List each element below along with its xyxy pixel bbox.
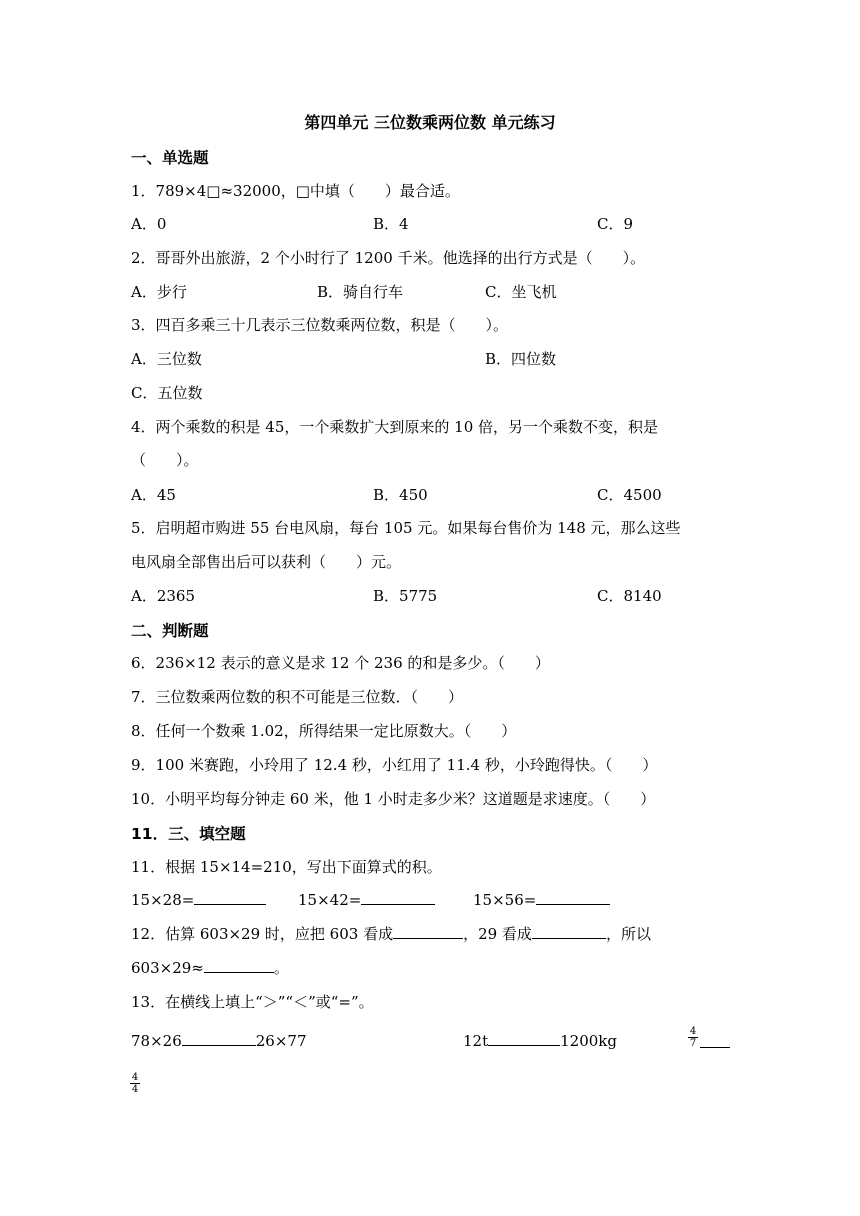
question-2-text: 2．哥哥外出旅游，2 个小时行了 1200 千米。他选择的出行方式是（ ）。 <box>131 249 646 267</box>
q11-answer-blank-2[interactable] <box>361 890 435 905</box>
q13-fraction-1-denominator: 7 <box>689 1038 697 1049</box>
q1-option-b: B．4 <box>373 215 409 233</box>
q12-answer-blank-2[interactable] <box>532 924 606 939</box>
q13-compare-1-right: 26×77 <box>255 1032 307 1050</box>
question-3-text: 3．四百多乘三十几表示三位数乘两位数，积是（ ）。 <box>131 316 509 334</box>
question-8-text: 8．任何一个数乘 1.02，所得结果一定比原数大。（ ） <box>131 722 517 740</box>
q2-option-b: B．骑自行车 <box>317 283 404 301</box>
q13-compare-2-left: 12t <box>463 1032 489 1050</box>
q11-answer-blank-3[interactable] <box>536 890 610 905</box>
q11-expression-3-label: 15×56= <box>473 891 537 909</box>
section-heading-single-choice: 一、单选题 <box>131 149 209 167</box>
q3-option-a: A．三位数 <box>131 350 202 368</box>
question-9-text: 9．100 米赛跑，小玲用了 12.4 秒，小红用了 11.4 秒，小玲跑得快。（ ） <box>131 756 658 774</box>
q11-expression-2-label: 15×42= <box>298 891 362 909</box>
q5-option-a: A．2365 <box>131 587 196 605</box>
question-13-text: 13．在横线上填上“＞”“＜”或“=”。 <box>131 993 374 1011</box>
q1-option-c: C．9 <box>597 215 634 233</box>
page-title: 第四单元 三位数乘两位数 单元练习 <box>304 113 556 132</box>
q11-expression-3 <box>473 890 610 909</box>
q13-answer-blank-3[interactable] <box>700 1033 730 1048</box>
q12-answer-blank-1[interactable] <box>393 924 463 939</box>
question-4-text-line1: 4．两个乘数的积是 45，一个乘数扩大到原来的 10 倍，另一个乘数不变，积是 <box>131 418 659 436</box>
q11-expression-1 <box>131 890 266 909</box>
q12-text-part3: ，所以 <box>605 925 651 943</box>
q13-answer-blank-2[interactable] <box>488 1031 560 1046</box>
q5-option-c: C．8140 <box>597 587 662 605</box>
q13-compare-1-left: 78×26 <box>131 1032 182 1050</box>
q13-answer-blank-1[interactable] <box>182 1031 256 1046</box>
q11-answer-blank-1[interactable] <box>194 890 266 905</box>
question-7-text: 7．三位数乘两位数的积不可能是三位数．（ ） <box>131 688 464 706</box>
q13-compare-1 <box>131 1031 307 1050</box>
q1-option-a: A．0 <box>131 215 167 233</box>
section-heading-fill-blank: 11．三、填空题 <box>131 825 246 843</box>
q13-fraction-2-numerator: 4 <box>131 1072 139 1083</box>
q4-option-b: B．450 <box>373 486 428 504</box>
q2-option-a: A．步行 <box>131 283 187 301</box>
question-12-line1 <box>131 923 651 944</box>
q13-fraction-2 <box>130 1072 140 1095</box>
q13-compare-2-right: 1200kg <box>560 1032 617 1050</box>
q11-expression-1-label: 15×28= <box>131 891 195 909</box>
q12-text-part5: 。 <box>273 959 289 977</box>
q13-compare-2 <box>463 1031 617 1050</box>
question-10-text: 10．小明平均每分钟走 60 米，他 1 小时走多少米？这道题是求速度。（ ） <box>131 790 656 808</box>
q3-option-b: B．四位数 <box>485 350 557 368</box>
question-12-line2 <box>131 957 289 978</box>
q12-text-part2: ，29 看成 <box>463 925 532 943</box>
question-4-text-line2: （ ）。 <box>131 451 199 469</box>
q11-expression-2 <box>298 890 435 909</box>
q3-option-c: C．五位数 <box>131 384 203 402</box>
question-5-text-line2: 电风扇全部售出后可以获利（ ）元。 <box>131 553 402 571</box>
q2-option-c: C．坐飞机 <box>485 283 557 301</box>
q13-fraction-1 <box>688 1026 698 1049</box>
question-11-text: 11．根据 15×14=210，写出下面算式的积。 <box>131 858 442 876</box>
q5-option-b: B．5775 <box>373 587 438 605</box>
question-5-text-line1: 5．启明超市购进 55 台电风扇，每台 105 元。如果每台售价为 148 元，那么这些 <box>131 519 681 537</box>
q13-fraction-1-numerator: 4 <box>689 1026 697 1037</box>
question-1-text: 1．789×4□≈32000，□中填（ ）最合适。 <box>131 182 460 200</box>
section-heading-true-false: 二、判断题 <box>131 622 209 640</box>
question-6-text: 6．236×12 表示的意义是求 12 个 236 的和是多少。（ ） <box>131 654 550 672</box>
q4-option-a: A．45 <box>131 486 176 504</box>
q12-answer-blank-3[interactable] <box>204 958 274 973</box>
q4-option-c: C．4500 <box>597 486 662 504</box>
q12-text-part4: 603×29≈ <box>131 959 204 977</box>
q12-text-part1: 12．估算 603×29 时，应把 603 看成 <box>131 925 394 943</box>
q13-fraction-2-denominator: 4 <box>131 1084 139 1095</box>
